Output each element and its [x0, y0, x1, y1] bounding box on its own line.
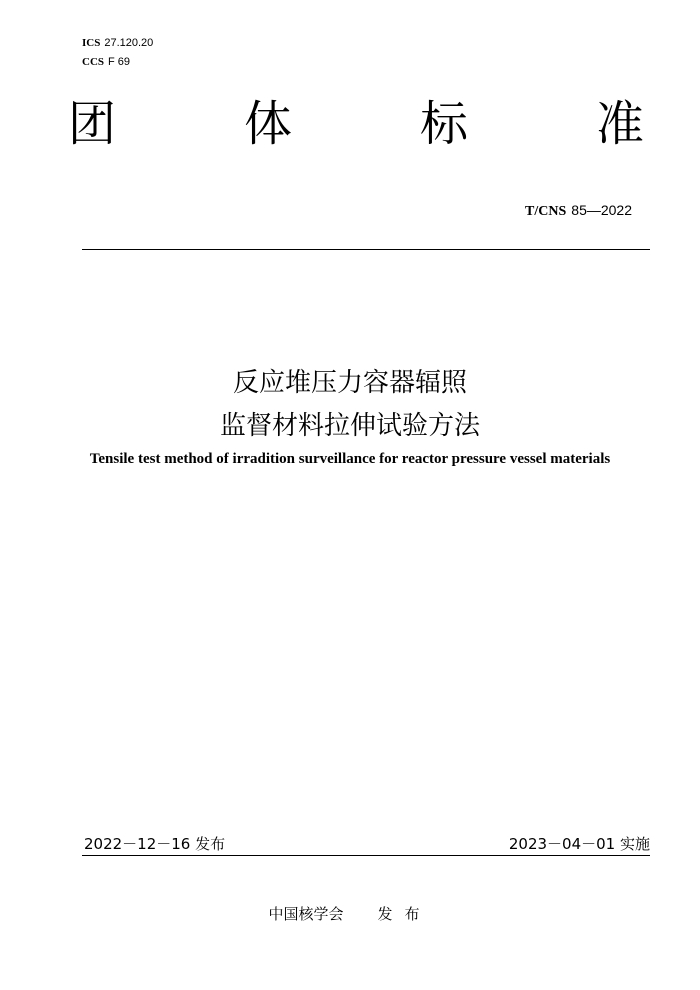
ics-value: 27.120.20 — [104, 37, 154, 49]
banner-char-1: 团 — [68, 96, 117, 152]
publisher-line — [0, 904, 700, 924]
bottom-divider — [82, 855, 650, 856]
standard-code: 85—2022 — [571, 202, 632, 218]
standard-number — [525, 202, 632, 220]
publisher-org: 中国核学会 — [268, 905, 344, 923]
ccs-code — [82, 55, 130, 69]
top-divider — [82, 249, 650, 250]
issue-date: 2022－12－16 发布 — [84, 835, 226, 853]
banner-char-4: 准 — [596, 96, 645, 152]
publish-action: 发布 — [377, 905, 432, 923]
ics-label: ICS — [82, 37, 101, 49]
english-title: Tensile test method of irradition surveillance for reactor pressure vessel materials — [89, 451, 611, 467]
ics-code — [82, 36, 153, 50]
chinese-title-line-1: 反应堆压力容器辐照 — [232, 368, 467, 398]
implementation-date: 2023－04－01 实施 — [508, 835, 650, 853]
banner-char-2: 体 — [244, 96, 293, 152]
ccs-value: F 69 — [108, 56, 131, 68]
banner-char-3: 标 — [420, 96, 469, 152]
ccs-label: CCS — [82, 56, 105, 68]
chinese-title-line-2: 监督材料拉伸试验方法 — [219, 411, 480, 441]
standard-prefix: T/CNS — [525, 204, 567, 219]
